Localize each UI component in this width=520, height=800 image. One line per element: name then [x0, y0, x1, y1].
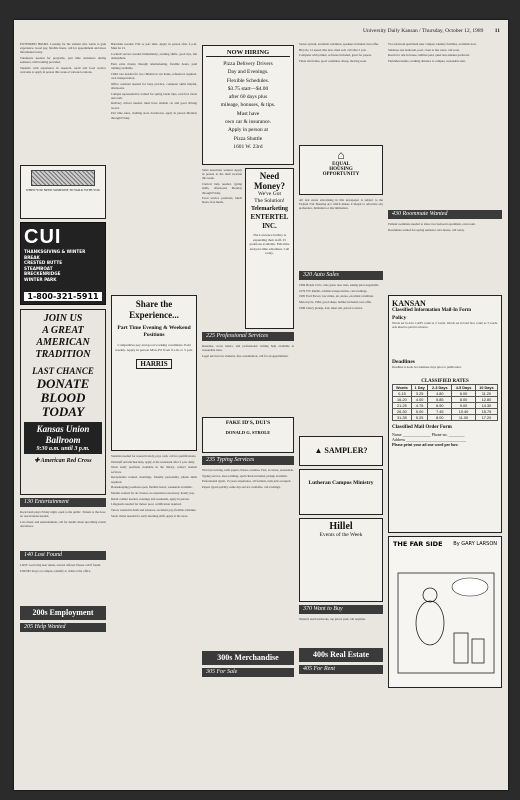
ski-ad-subtitle: THANKSGIVING & WINTER BREAK [24, 249, 86, 260]
address-label: Address [392, 437, 406, 442]
rates-col-1day: 1 Day [411, 385, 428, 391]
blood-hours: 9:30 a.m. until 3 p.m. [36, 446, 90, 452]
deadlines-heading: Deadlines [392, 359, 415, 365]
kansan-form [388, 295, 502, 533]
column-4 [299, 42, 383, 782]
blood-line-7: BLOOD [40, 390, 86, 405]
hillel-ad [299, 518, 383, 602]
ski-ad-phone: 1-800-321-5911 [24, 292, 102, 301]
for-rent-listings: Two bedroom apartment near campus, laundry facilities, available now. Sublease one bedroom, pool, close to bus route, call soon. Room for rent in house, utilities paid, quiet non-smoker preferred. Furnished studio, walking distance to campus, reasonable rent. [388, 42, 477, 64]
rates-col-2-3days: 2-3 Days [428, 385, 452, 391]
red-cross-icon: ✚ [34, 458, 41, 464]
category-for-sale: 305 For Sale [202, 668, 294, 677]
blood-line-2: A GREAT [42, 325, 84, 336]
share-ad-body: Competitive pay and good working conditions. Paid weekly. Apply in person Mon–Fri from 9 a.m. to 5 p.m. [115, 343, 193, 352]
page-number: 11 [494, 28, 500, 34]
professional-services-listings: Resumes, cover letters, and professional writing help available at reasonable rates. Legal services for students, free consultation, call for an appointment. [202, 344, 294, 358]
resort-1: CRESTED BUTTE [24, 260, 63, 265]
blood-line-8: TODAY [41, 404, 85, 419]
red-cross-sponsor: ✚ American Red Cross [34, 458, 92, 464]
house-icon: ⌂ [337, 148, 345, 162]
policy-heading: Policy [392, 315, 407, 321]
blood-line-3: AMERICAN [36, 337, 90, 348]
category-auto-sales: 320 Auto Sales [299, 271, 383, 280]
hiring-line-10: Pizza Shuttle [233, 135, 263, 142]
classified-text-block: EXTENDED HOURS. Looking for the student who wants to gain experience. Good pay, flexible hours, call for appointment and more information today. Volunteers needed for programs, part time assistance during semester, with training provided. Students with experience in research, retail and food service welcome to apply in person this week at various locations. [20, 42, 106, 75]
category-entertainment: 130 Entertainment [20, 498, 106, 507]
page-header: University Daily Kansan / Thursday, October 12, 1989 11 [363, 28, 500, 34]
resort-4: WINTER PARK [24, 276, 57, 282]
lost-found-listings: LOST: Gold ring near union, reward offered. Please call if found. FOUND: Keys on campus, identify to claim at the office. [20, 563, 101, 573]
ski-ad-logo: CUI [24, 226, 62, 248]
rates-col-4-5days: 4-5 Days [452, 385, 476, 391]
hillel-subtitle: Events of the Week [319, 532, 363, 538]
attorney-card [202, 417, 294, 453]
blood-line-1: JOIN US [43, 313, 83, 324]
kansan-form-title: Classified Information Mail-In Form [392, 308, 472, 313]
column-5 [388, 42, 502, 782]
blood-room: Ballroom [45, 435, 81, 445]
category-lost-found: 140 Lost Found [20, 551, 106, 560]
now-hiring-title: NOW HIRING [206, 49, 290, 57]
rates-row: 0-15 3.25 4.80 6.00 11.20 [393, 391, 498, 397]
comic-drawing [390, 553, 502, 683]
attorney-name: DONALD G. STROLE [225, 430, 271, 435]
auto-sales-listings: 1984 Honda Civic, runs great, new tires, asking price negotiable. 1979 VW Rabbit, reliable transportation, call evenings. 1985 Ford Escort, low miles, air, stereo, excellent condition. Motorcycle, 1982, good shape, helmet included, best offer. 1986 Chevy pickup, 4x4, must sell, priced to move. [299, 283, 380, 310]
money-ad-line-2: We've Got [258, 191, 281, 197]
rates-row: 21-25 4.75 6.90 9.00 14.30 [393, 403, 498, 409]
sampler-text: SAMPLER? [324, 446, 368, 455]
category-want-to-buy: 370 Want to Buy [299, 605, 383, 614]
need-money-ad [245, 168, 294, 329]
help-wanted-listings-2: Students needed for research study, pays cash, call for qualifications. Waitstaff and kitchen help, apply at the restaurant after 2 p.m. daily. Work study positions available in the library, contact student services. Receptionist wanted, mornings, friendly personality, phone skills required. Housekeeping positions open, flexible hours, weekends available. Models wanted for art classes, no experience necessary, hourly pay. Retail cashier needed, evenings and weekends, apply in person. Lifeguards needed for indoor pool, certification required. Tutors wanted in math and sciences, excellent pay, flexible schedule. Stock clerks needed for early morning shift, apply at the store. [111, 454, 197, 518]
rates-col-10days: 10 Days [475, 385, 497, 391]
rates-table [392, 384, 498, 421]
harris-logo: HARRIS [136, 359, 171, 369]
category-employment: 200s Employment [20, 606, 106, 620]
notice-box: WHEN YOU NEED SOMEONE TO WALK WITH YOU [20, 165, 106, 219]
hiring-line-7: Must have [236, 110, 260, 117]
column-1 [20, 42, 106, 782]
hiring-line-4: $3.75 start—$4.00 [227, 85, 269, 92]
housing-line-2: HOUSING [329, 167, 353, 172]
rates-row: 31-35 5.25 8.00 11.00 17.20 [393, 415, 498, 421]
share-ad-subhead: Part Time Evening & Weekend Positions [117, 325, 191, 338]
hiring-line-11: 1601 W. 23rd [233, 143, 263, 150]
category-roommate-wanted: 430 Roommate Wanted [388, 210, 502, 219]
deadlines-text: Deadline is noon two business days prior to publication. [392, 365, 462, 369]
housing-line-1: EQUAL [332, 162, 350, 167]
entertainment-listings: Rock band plays Friday night, open to the public. Tickets at the door, no reservations needed. Live music and entertainment, call for details about upcoming events and shows. [20, 510, 106, 529]
blood-line-4: TRADITION [35, 349, 91, 360]
hiring-line-6: mileage, bonuses, & tips. [220, 102, 276, 109]
category-for-rent: 405 For Rent [299, 665, 383, 674]
sampler-icon: ▲ [314, 446, 325, 455]
comic-title: THE FAR SIDE [393, 540, 443, 548]
kansan-logo: KANSAN [392, 299, 426, 308]
sampler-ad [299, 436, 383, 466]
money-ad-line-1: Need Money? [254, 171, 285, 191]
hiring-line-8: own car & insurance. [224, 119, 272, 126]
hiring-line-3: Flexible Schedules. [226, 77, 270, 84]
rates-row: 16-20 4.00 5.85 8.00 12.80 [393, 397, 498, 403]
comic-author: By GARY LARSON [453, 541, 497, 547]
money-ad-body: The Lawrence facility is expanding their staff. 25 positions available. Full-time and part-time schedules. Call today. [249, 233, 290, 256]
category-real-estate: 400s Real Estate [299, 648, 383, 662]
share-experience-ad [111, 295, 197, 451]
column-3 [202, 42, 294, 782]
help-wanted-listings: Bartender needed. Full or part time. Apply in person after 4 p.m. Must be 21. Cocktail servers needed immediately, evening shifts, good tips, fun atmosphere. Earn extra money through telemarketing, flexible hours, paid training available. Child care needed for two children in our home, references required, own transportation. Office assistant needed for busy practice, computer skills helpful, afternoons. Campus representative wanted for spring break trips, earn free travel and cash. Delivery drivers needed, must have reliable car and good driving record. Part time sales, clothing store downtown, apply in person Monday through Friday. [111, 42, 197, 120]
money-ad-line-4: Telemarketing [250, 206, 289, 212]
hiring-line-2: Day and Evenings. [227, 69, 269, 76]
blood-line-5: LAST CHANCE [32, 366, 94, 376]
hiring-line-9: Apply in person at [228, 127, 268, 134]
equal-housing-ad [299, 145, 383, 195]
paper-name: University Daily Kansan [363, 28, 418, 34]
blood-line-6: DONATE [36, 376, 90, 391]
for-sale-listings: Stereo system, excellent condition, speakers included, best offer. Bicycle, 12 speed, like new, must sell, call after 5 p.m. Computer with printer, software included, great for papers. Futon and frame, good condition, cheap, moving soon. [299, 42, 379, 64]
category-merchandise: 300s Merchandise [202, 651, 294, 665]
print-instruction: Please print your ad one word per box: [392, 442, 459, 447]
resort-2: STEAMBOAT [24, 265, 53, 271]
resort-3: BRECKENRIDGE [24, 271, 61, 276]
share-ad-headline: Share the Experience... [129, 299, 179, 320]
church-name: Lutheran Campus Ministry [308, 480, 374, 486]
category-typing-services: 235 Typing Services [202, 456, 294, 465]
far-side-comic [388, 536, 502, 688]
church-ad [299, 469, 383, 515]
category-help-wanted-1: 205 Help Wanted [20, 623, 106, 632]
notice-image [31, 170, 95, 186]
column-2 [111, 42, 197, 782]
hiring-line-5: after 60 days plus [228, 94, 268, 101]
phone-label: Phone no. [431, 432, 448, 437]
newspaper-page [14, 20, 508, 790]
ski-trip-ad [20, 222, 106, 305]
attorney-card-title: FAKE ID'S, DUI'S [225, 420, 271, 426]
money-ad-company: ENTERTEL INC. [250, 213, 289, 230]
blood-drive-ad [20, 309, 106, 495]
money-ad-line-3: The Solution! [254, 198, 285, 204]
rates-row: 26-30 5.00 7.45 10.40 15.75 [393, 409, 498, 415]
category-professional-services: 225 Professional Services [202, 332, 294, 341]
rates-col-words: Words [393, 385, 412, 391]
now-hiring-ad [202, 45, 294, 165]
hiring-line-1: Pizza Delivery Drivers [223, 61, 273, 67]
housing-line-3: OPPORTUNITY [322, 172, 360, 177]
mail-form-fields: Name ______________ Phone no. ________ Address ______________________________ Please print your ad one word per box: [392, 432, 498, 447]
name-label: Name [392, 432, 402, 437]
policy-text: Words set in ALL CAPS count as 2 words. Words set in bold face count as 3 words. Ads must be paid in advance. [392, 321, 498, 330]
want-to-buy-listings: Wanted: used textbooks, top prices paid, call anytime. [299, 617, 366, 621]
help-wanted-listings-3: Sales associates wanted. Apply in person at the mall location this week. Clerical help needed, typing skills, afternoons Monday through Friday. Food service positions, lunch hours, free meals. [202, 168, 242, 205]
typing-services-listings: Word processing, term papers, theses, resumes. Fast, accurate, reasonable. Typing service, laser printing, spell check included, pickup available. Professional typist, 15 years experience, all formats, rush jobs accepted. Papers typed quickly, same day service available, call evenings. [202, 468, 294, 490]
hillel-title: Hillel [329, 521, 353, 532]
housing-notice-text: All real estate advertising in this newspaper is subject to the Federal Fair Housing Act which makes it illegal to advertise any preference, limitation or discrimination. [299, 198, 383, 211]
mail-order-title: Classified Mail Order Form [392, 425, 452, 430]
blood-location: Kansas Union [36, 424, 90, 434]
rates-title: CLASSIFIED RATES [421, 379, 469, 384]
issue-date: Thursday, October 12, 1989 [421, 28, 484, 34]
roommate-listings: Female roommate needed to share two bedroom apartment, own room. Roommate wanted for spring semester, nice house, call today. [388, 222, 476, 232]
